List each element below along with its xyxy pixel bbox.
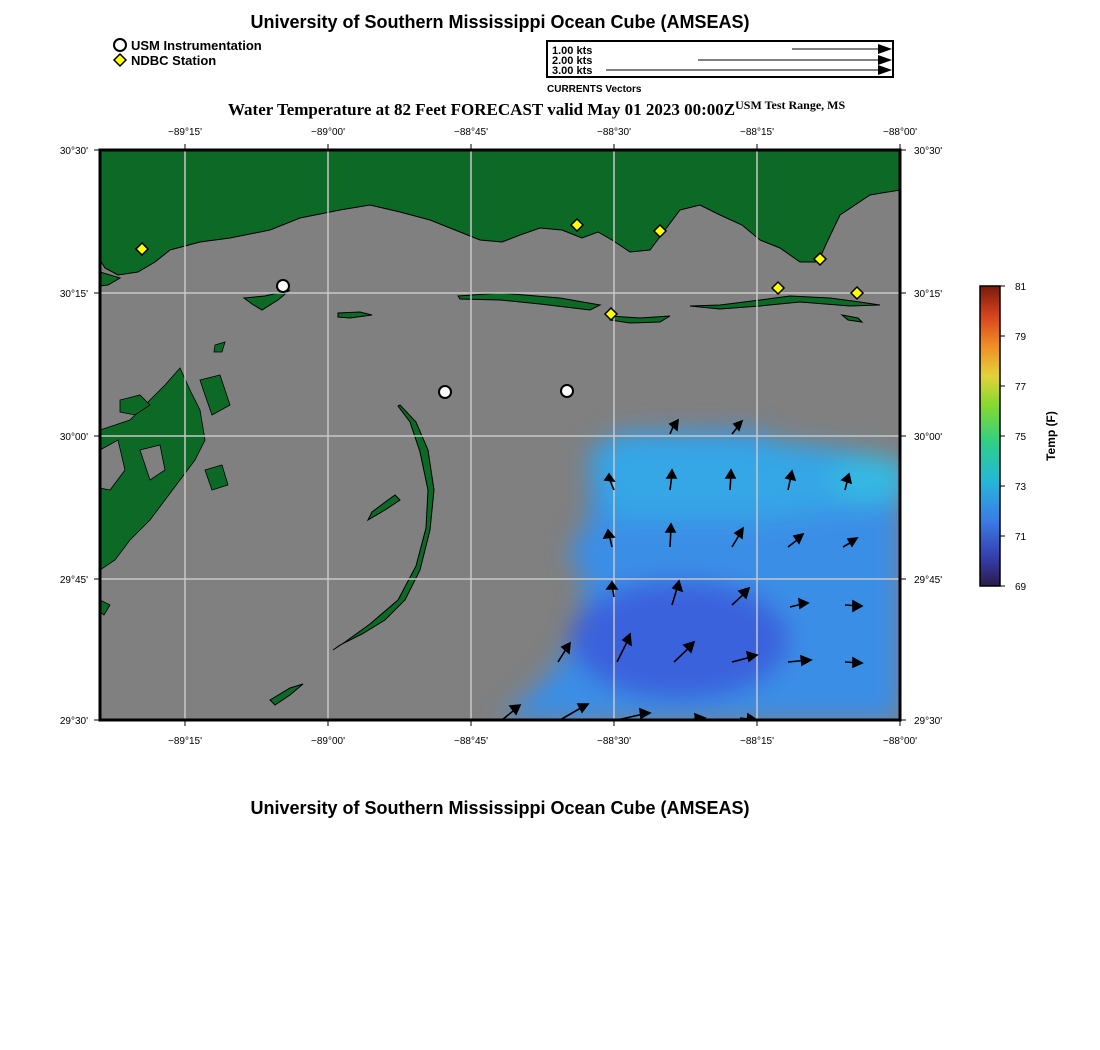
colorbar-title: Temp (F) bbox=[1044, 411, 1058, 461]
vector-legend-caption: CURRENTS Vectors bbox=[547, 84, 642, 95]
subtitle-main: Water Temperature at 82 Feet FORECAST valid May 01 2023 00:00Z bbox=[228, 100, 736, 119]
lon-labels-bottom bbox=[168, 736, 917, 747]
vector-legend-label-1: 1.00 kts bbox=[552, 45, 593, 57]
colorbar-tick: 75 bbox=[1015, 432, 1027, 443]
lon-label: −88°00' bbox=[883, 127, 917, 138]
vector-legend-label-3: 3.00 kts bbox=[552, 65, 593, 77]
lon-label: −89°15' bbox=[168, 736, 202, 747]
lat-label: 30°15' bbox=[59, 289, 88, 300]
lat-label: 30°00' bbox=[914, 432, 943, 443]
vector-legend-label-2: 2.00 kts bbox=[552, 55, 593, 67]
lon-label: −88°30' bbox=[597, 736, 631, 747]
subtitle-location: USM Test Range, MS bbox=[735, 98, 846, 112]
lat-label: 30°30' bbox=[59, 146, 88, 157]
legend-ndbc-label: NDBC Station bbox=[131, 52, 217, 68]
lon-label: −89°00' bbox=[311, 736, 345, 747]
lat-label: 30°30' bbox=[914, 146, 943, 157]
lat-label: 29°45' bbox=[59, 575, 88, 586]
colorbar-tick: 73 bbox=[1015, 482, 1027, 493]
lon-label: −88°15' bbox=[740, 127, 774, 138]
chart-title: University of Southern Mississippi Ocean Cube (AMSEAS) bbox=[250, 12, 750, 32]
colorbar-gradient bbox=[980, 286, 1000, 586]
lon-labels-top bbox=[168, 127, 917, 138]
lon-label: −89°00' bbox=[311, 127, 345, 138]
colorbar-tick: 71 bbox=[1015, 532, 1027, 543]
map-area bbox=[100, 150, 910, 723]
lon-label: −88°15' bbox=[740, 736, 774, 747]
lat-label: 30°15' bbox=[914, 289, 943, 300]
lat-label: 29°30' bbox=[914, 716, 943, 727]
lat-labels-right bbox=[914, 146, 942, 727]
colorbar-tick: 77 bbox=[1015, 382, 1027, 393]
lat-label: 30°00' bbox=[59, 432, 88, 443]
colorbar bbox=[980, 282, 1058, 593]
usm-marker bbox=[277, 280, 289, 292]
lat-label: 29°45' bbox=[914, 575, 943, 586]
lon-label: −89°15' bbox=[168, 127, 202, 138]
lon-label: −88°45' bbox=[454, 127, 488, 138]
colorbar-tick: 81 bbox=[1015, 282, 1027, 293]
lon-label: −88°00' bbox=[883, 736, 917, 747]
colorbar-tick: 69 bbox=[1015, 582, 1027, 593]
colorbar-tick: 79 bbox=[1015, 332, 1027, 343]
lon-label: −88°30' bbox=[597, 127, 631, 138]
lon-label: −88°45' bbox=[454, 736, 488, 747]
legend-usm-label: USM Instrumentation bbox=[131, 37, 262, 53]
usm-marker bbox=[561, 385, 573, 397]
lat-label: 29°30' bbox=[59, 716, 88, 727]
usm-marker bbox=[439, 386, 451, 398]
footer-title: University of Southern Mississippi Ocean Cube (AMSEAS) bbox=[250, 798, 750, 818]
lat-labels-left bbox=[60, 146, 88, 727]
